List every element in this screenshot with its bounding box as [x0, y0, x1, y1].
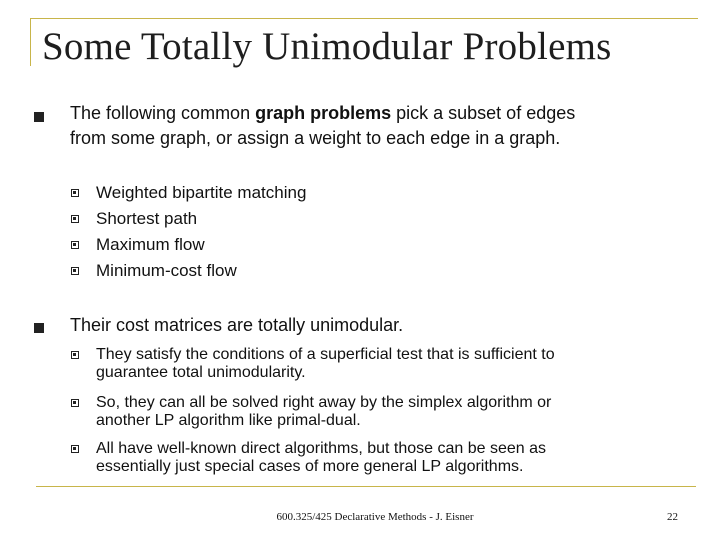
bullet-marker-icon — [34, 112, 44, 122]
left-rule — [30, 18, 31, 66]
page-number: 22 — [667, 511, 678, 523]
bullet-1-text-before: The following common — [70, 103, 256, 123]
bullet-2-text: Their cost matrices are totally unimodular. — [70, 315, 404, 335]
subitem-weighted-bipartite-matching: Weighted bipartite matching — [96, 183, 307, 202]
bullet-1-line-1 — [70, 103, 575, 124]
subitem-simplex-line-1: So, they can all be solved right away by the simplex algorithm or — [96, 394, 552, 411]
checkbox-bullet-icon — [71, 351, 79, 359]
bullet-1-line-2: from some graph, or assign a weight to each edge in a graph. — [70, 128, 561, 148]
checkbox-bullet-icon — [71, 399, 79, 407]
checkbox-bullet-icon — [71, 215, 79, 223]
footer-course-label: 600.325/425 Declarative Methods - J. Eisner — [276, 511, 474, 523]
checkbox-bullet-icon — [71, 445, 79, 453]
slide-title: Some Totally Unimodular Problems — [42, 25, 612, 68]
subitem-direct-algorithms-line-1: All have well-known direct algorithms, but those can be seen as — [96, 440, 547, 457]
checkbox-bullet-icon — [71, 267, 79, 275]
bottom-rule — [36, 486, 696, 487]
subitem-simplex-line-2: another LP algorithm like primal-dual. — [96, 412, 361, 429]
subitem-superficial-test-line-1: They satisfy the conditions of a superficial test that is sufficient to — [96, 346, 555, 363]
bullet-marker-icon — [34, 323, 44, 333]
subitem-direct-algorithms-line-2: essentially just special cases of more general LP algorithms. — [96, 458, 524, 475]
subitem-shortest-path: Shortest path — [96, 209, 198, 228]
subitem-superficial-test-line-2: guarantee total unimodularity. — [96, 364, 306, 381]
subitem-maximum-flow: Maximum flow — [96, 235, 205, 254]
subitem-minimum-cost-flow: Minimum-cost flow — [96, 261, 237, 280]
top-rule — [30, 18, 698, 19]
checkbox-bullet-icon — [71, 189, 79, 197]
bullet-1-text-after: pick a subset of edges — [391, 103, 576, 123]
bullet-1-bold-text: graph problems — [255, 103, 392, 123]
checkbox-bullet-icon — [71, 241, 79, 249]
